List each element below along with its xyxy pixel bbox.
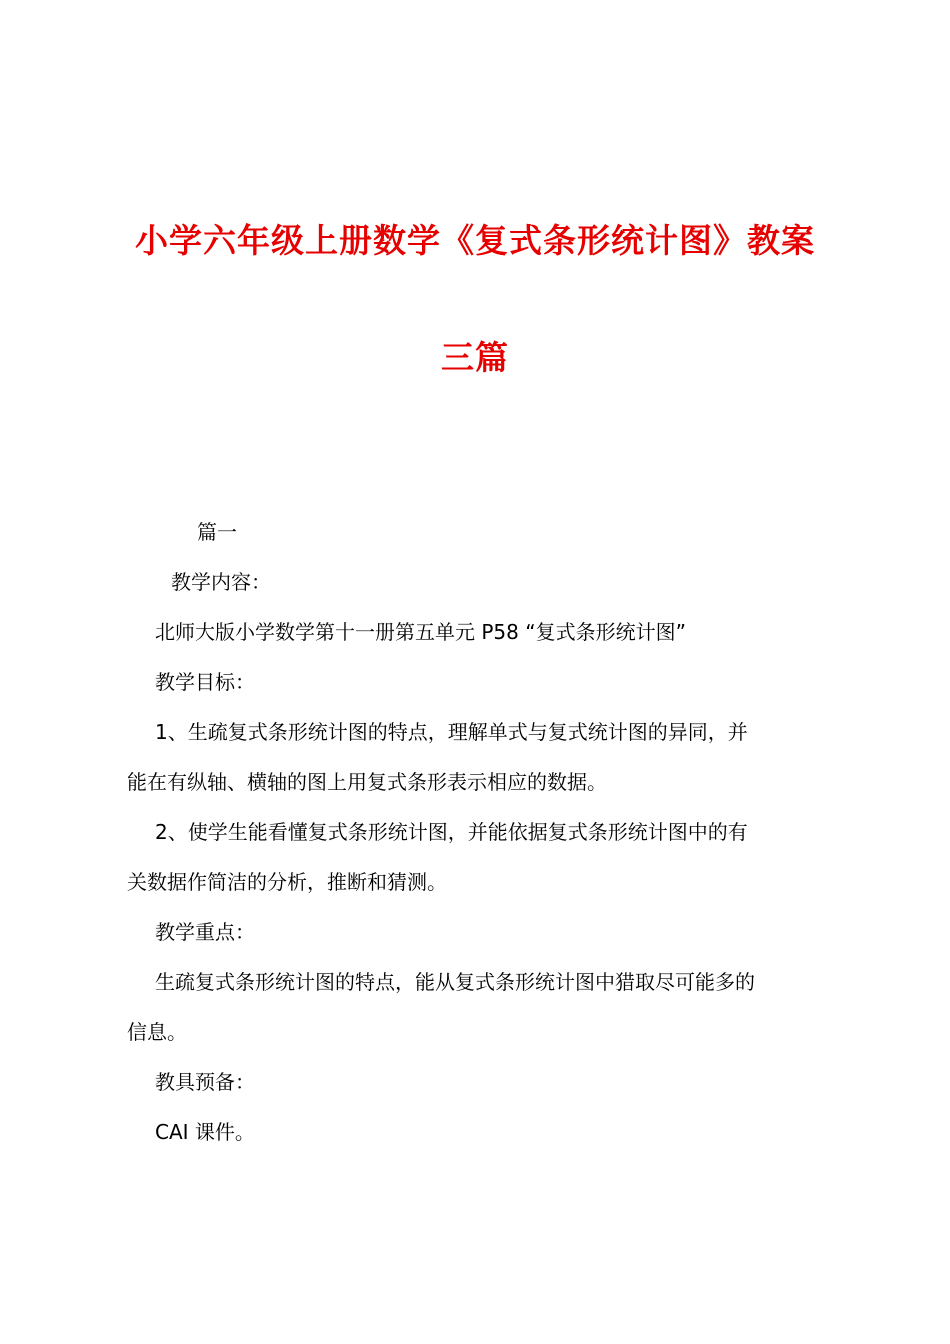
section-heading: 篇一 xyxy=(197,520,237,544)
teaching-goals-label: 教学目标： xyxy=(155,670,255,694)
goal-1-line-1: 1、生疏复式条形统计图的特点，理解单式与复式统计图的异同，并 xyxy=(155,720,748,744)
key-points-line-2: 信息。 xyxy=(127,1020,187,1044)
goal-1-line-2: 能在有纵轴、横轴的图上用复式条形表示相应的数据。 xyxy=(127,770,607,794)
teaching-content-text: 北师大版小学数学第十一册第五单元 P58 “复式条形统计图” xyxy=(155,620,686,644)
teaching-content-label: 教学内容： xyxy=(171,570,271,594)
document-title-line-1: 小学六年级上册数学《复式条形统计图》教案 xyxy=(135,221,815,260)
key-points-label: 教学重点： xyxy=(155,920,255,944)
teaching-tools-text: CAI 课件。 xyxy=(155,1120,255,1144)
document-title-line-2: 三篇 xyxy=(441,338,509,377)
key-points-line-1: 生疏复式条形统计图的特点，能从复式条形统计图中猎取尽可能多的 xyxy=(155,970,755,994)
goal-2-line-2: 关数据作简洁的分析，推断和猜测。 xyxy=(127,870,447,894)
goal-2-line-1: 2、使学生能看懂复式条形统计图，并能依据复式条形统计图中的有 xyxy=(155,820,748,844)
teaching-tools-label: 教具预备： xyxy=(155,1070,255,1094)
